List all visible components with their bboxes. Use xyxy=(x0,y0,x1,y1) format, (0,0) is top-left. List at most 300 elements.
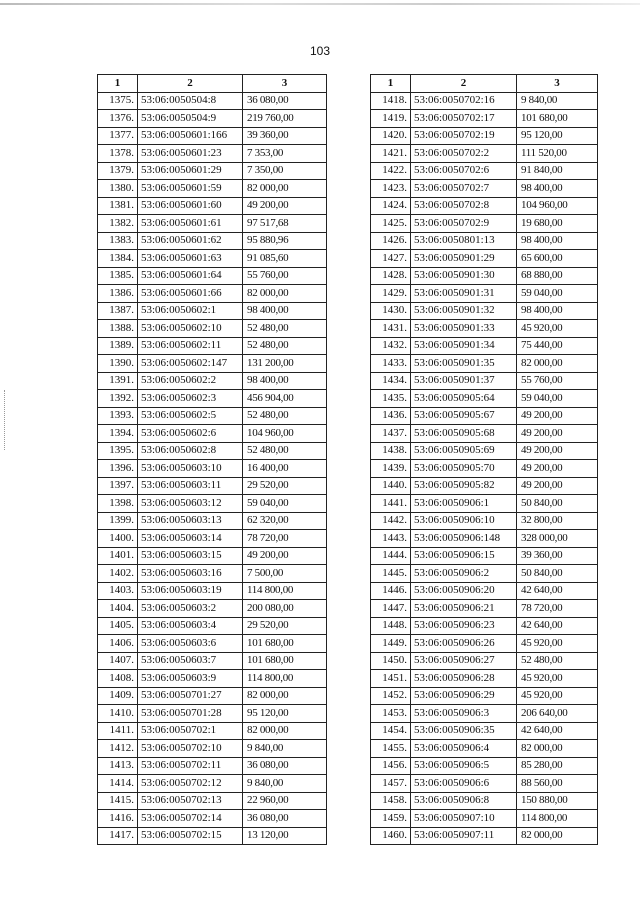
cadastral-value: 29 520,00 xyxy=(243,477,327,495)
cadastral-number: 53:06:0050601:66 xyxy=(138,285,243,303)
cadastral-value: 52 480,00 xyxy=(243,320,327,338)
table-row xyxy=(371,740,598,758)
cadastral-value: 97 517,68 xyxy=(243,215,327,233)
cadastral-number: 53:06:0050702:11 xyxy=(138,757,243,775)
row-number: 1460. xyxy=(371,827,411,845)
row-number: 1408. xyxy=(98,670,138,688)
cadastral-number: 53:06:0050905:68 xyxy=(411,425,517,443)
row-number: 1422. xyxy=(371,162,411,180)
table-row xyxy=(98,705,327,723)
cadastral-value: 114 800,00 xyxy=(243,670,327,688)
row-number: 1410. xyxy=(98,705,138,723)
table-row xyxy=(98,337,327,355)
cadastral-number: 53:06:0050702:10 xyxy=(138,740,243,758)
table-row xyxy=(98,372,327,390)
cadastral-value: 78 720,00 xyxy=(517,600,598,618)
cadastral-value: 9 840,00 xyxy=(517,92,598,110)
row-number: 1455. xyxy=(371,740,411,758)
table-row xyxy=(371,442,598,460)
table-row xyxy=(371,372,598,390)
cadastral-number: 53:06:0050603:14 xyxy=(138,530,243,548)
row-number: 1377. xyxy=(98,127,138,145)
cadastral-value: 206 640,00 xyxy=(517,705,598,723)
cadastral-number: 53:06:0050702:13 xyxy=(138,792,243,810)
table-row xyxy=(98,652,327,670)
cadastral-number: 53:06:0050906:1 xyxy=(411,495,517,513)
cadastral-value: 98 400,00 xyxy=(517,180,598,198)
cadastral-value: 82 000,00 xyxy=(243,285,327,303)
cadastral-value: 42 640,00 xyxy=(517,582,598,600)
table-row xyxy=(98,600,327,618)
row-number: 1384. xyxy=(98,250,138,268)
cadastral-number: 53:06:0050906:26 xyxy=(411,635,517,653)
row-number: 1458. xyxy=(371,792,411,810)
table-row xyxy=(371,775,598,793)
cadastral-value: 75 440,00 xyxy=(517,337,598,355)
cadastral-value: 95 120,00 xyxy=(243,705,327,723)
row-number: 1376. xyxy=(98,110,138,128)
cadastral-value: 200 080,00 xyxy=(243,600,327,618)
cadastral-number: 53:06:0050906:2 xyxy=(411,565,517,583)
cadastral-value: 49 200,00 xyxy=(517,460,598,478)
cadastral-number: 53:06:0050901:34 xyxy=(411,337,517,355)
cadastral-value: 45 920,00 xyxy=(517,635,598,653)
cadastral-value: 68 880,00 xyxy=(517,267,598,285)
row-number: 1397. xyxy=(98,477,138,495)
table-row xyxy=(98,810,327,828)
cadastral-value: 32 800,00 xyxy=(517,512,598,530)
row-number: 1389. xyxy=(98,337,138,355)
cadastral-value: 36 080,00 xyxy=(243,810,327,828)
cadastral-value: 49 200,00 xyxy=(243,547,327,565)
table-header-row xyxy=(371,75,598,93)
cadastral-value: 36 080,00 xyxy=(243,757,327,775)
row-number: 1428. xyxy=(371,267,411,285)
cadastral-number: 53:06:0050702:19 xyxy=(411,127,517,145)
row-number: 1390. xyxy=(98,355,138,373)
table-row xyxy=(98,582,327,600)
cadastral-value: 95 120,00 xyxy=(517,127,598,145)
table-row xyxy=(371,180,598,198)
cadastral-value: 16 400,00 xyxy=(243,460,327,478)
table-row xyxy=(98,232,327,250)
row-number: 1379. xyxy=(98,162,138,180)
cadastral-value: 82 000,00 xyxy=(243,180,327,198)
row-number: 1415. xyxy=(98,792,138,810)
cadastral-value: 49 200,00 xyxy=(243,197,327,215)
table-row xyxy=(371,617,598,635)
table-row xyxy=(371,722,598,740)
cadastral-value: 9 840,00 xyxy=(243,740,327,758)
cadastral-value: 49 200,00 xyxy=(517,442,598,460)
cadastral-number: 53:06:0050702:6 xyxy=(411,162,517,180)
cadastral-number: 53:06:0050601:63 xyxy=(138,250,243,268)
table-row xyxy=(98,127,327,145)
cadastral-number: 53:06:0050901:31 xyxy=(411,285,517,303)
row-number: 1375. xyxy=(98,92,138,110)
cadastral-value: 7 353,00 xyxy=(243,145,327,163)
cadastral-number: 53:06:0050504:8 xyxy=(138,92,243,110)
row-number: 1423. xyxy=(371,180,411,198)
cadastral-value: 7 500,00 xyxy=(243,565,327,583)
table-row xyxy=(98,530,327,548)
cadastral-number: 53:06:0050901:29 xyxy=(411,250,517,268)
cadastral-number: 53:06:0050907:11 xyxy=(411,827,517,845)
cadastral-value: 101 680,00 xyxy=(243,652,327,670)
row-number: 1436. xyxy=(371,407,411,425)
cadastral-number: 53:06:0050905:70 xyxy=(411,460,517,478)
cadastral-value: 91 085,60 xyxy=(243,250,327,268)
cadastral-value: 45 920,00 xyxy=(517,670,598,688)
cadastral-number: 53:06:0050905:69 xyxy=(411,442,517,460)
cadastral-value: 98 400,00 xyxy=(243,302,327,320)
cadastral-number: 53:06:0050601:29 xyxy=(138,162,243,180)
cadastral-number: 53:06:0050602:5 xyxy=(138,407,243,425)
table-row xyxy=(371,600,598,618)
row-number: 1424. xyxy=(371,197,411,215)
row-number: 1398. xyxy=(98,495,138,513)
cadastral-number: 53:06:0050702:14 xyxy=(138,810,243,828)
cadastral-value: 62 320,00 xyxy=(243,512,327,530)
cadastral-number: 53:06:0050603:7 xyxy=(138,652,243,670)
row-number: 1457. xyxy=(371,775,411,793)
table-row xyxy=(98,162,327,180)
row-number: 1400. xyxy=(98,530,138,548)
header-col-number: 1 xyxy=(371,75,411,93)
table-row xyxy=(98,757,327,775)
table-row xyxy=(371,810,598,828)
table-row xyxy=(98,722,327,740)
cadastral-value: 22 960,00 xyxy=(243,792,327,810)
cadastral-number: 53:06:0050906:15 xyxy=(411,547,517,565)
table-row xyxy=(98,110,327,128)
row-number: 1438. xyxy=(371,442,411,460)
table-row xyxy=(371,565,598,583)
cadastral-number: 53:06:0050602:3 xyxy=(138,390,243,408)
row-number: 1412. xyxy=(98,740,138,758)
cadastral-number: 53:06:0050906:29 xyxy=(411,687,517,705)
row-number: 1385. xyxy=(98,267,138,285)
header-col-cadastral: 2 xyxy=(138,75,243,93)
table-row xyxy=(98,425,327,443)
cadastral-number: 53:06:0050504:9 xyxy=(138,110,243,128)
cadastral-value: 39 360,00 xyxy=(243,127,327,145)
table-row xyxy=(371,530,598,548)
cadastral-number: 53:06:0050601:23 xyxy=(138,145,243,163)
cadastral-number: 53:06:0050906:148 xyxy=(411,530,517,548)
cadastral-value: 9 840,00 xyxy=(243,775,327,793)
table-row xyxy=(98,512,327,530)
row-number: 1407. xyxy=(98,652,138,670)
cadastral-number: 53:06:0050603:6 xyxy=(138,635,243,653)
row-number: 1396. xyxy=(98,460,138,478)
table-row xyxy=(98,827,327,845)
scan-edge-line xyxy=(0,3,640,5)
cadastral-value: 7 350,00 xyxy=(243,162,327,180)
cadastral-number: 53:06:0050901:35 xyxy=(411,355,517,373)
cadastral-number: 53:06:0050702:8 xyxy=(411,197,517,215)
cadastral-value: 98 400,00 xyxy=(517,232,598,250)
cadastral-number: 53:06:0050906:8 xyxy=(411,792,517,810)
row-number: 1453. xyxy=(371,705,411,723)
row-number: 1399. xyxy=(98,512,138,530)
row-number: 1416. xyxy=(98,810,138,828)
header-col-value: 3 xyxy=(243,75,327,93)
table-row xyxy=(371,792,598,810)
cadastral-number: 53:06:0050603:9 xyxy=(138,670,243,688)
row-number: 1444. xyxy=(371,547,411,565)
cadastral-value: 101 680,00 xyxy=(517,110,598,128)
row-number: 1431. xyxy=(371,320,411,338)
cadastral-number: 53:06:0050603:10 xyxy=(138,460,243,478)
row-number: 1451. xyxy=(371,670,411,688)
row-number: 1443. xyxy=(371,530,411,548)
row-number: 1437. xyxy=(371,425,411,443)
table-row xyxy=(98,792,327,810)
cadastral-value: 42 640,00 xyxy=(517,722,598,740)
table-row xyxy=(98,460,327,478)
cadastral-value: 114 800,00 xyxy=(243,582,327,600)
table-row xyxy=(371,495,598,513)
row-number: 1391. xyxy=(98,372,138,390)
cadastral-value: 59 040,00 xyxy=(243,495,327,513)
row-number: 1448. xyxy=(371,617,411,635)
table-row xyxy=(98,442,327,460)
row-number: 1417. xyxy=(98,827,138,845)
cadastral-number: 53:06:0050906:5 xyxy=(411,757,517,775)
row-number: 1419. xyxy=(371,110,411,128)
table-row xyxy=(371,547,598,565)
cadastral-value: 98 400,00 xyxy=(517,302,598,320)
table-row xyxy=(371,355,598,373)
cadastral-number: 53:06:0050906:4 xyxy=(411,740,517,758)
cadastral-number: 53:06:0050603:12 xyxy=(138,495,243,513)
row-number: 1388. xyxy=(98,320,138,338)
row-number: 1387. xyxy=(98,302,138,320)
table-row xyxy=(98,250,327,268)
cadastral-number: 53:06:0050602:147 xyxy=(138,355,243,373)
row-number: 1426. xyxy=(371,232,411,250)
cadastral-number: 53:06:0050907:10 xyxy=(411,810,517,828)
cadastral-number: 53:06:0050603:11 xyxy=(138,477,243,495)
cadastral-number: 53:06:0050906:27 xyxy=(411,652,517,670)
row-number: 1449. xyxy=(371,635,411,653)
table-row xyxy=(98,565,327,583)
cadastral-number: 53:06:0050602:11 xyxy=(138,337,243,355)
table-row xyxy=(371,302,598,320)
binding-marks xyxy=(4,390,7,450)
cadastral-value: 39 360,00 xyxy=(517,547,598,565)
cadastral-number: 53:06:0050702:1 xyxy=(138,722,243,740)
table-row xyxy=(98,180,327,198)
table-row xyxy=(98,775,327,793)
row-number: 1414. xyxy=(98,775,138,793)
table-row xyxy=(371,407,598,425)
cadastral-value: 82 000,00 xyxy=(517,827,598,845)
row-number: 1406. xyxy=(98,635,138,653)
cadastral-value: 328 000,00 xyxy=(517,530,598,548)
cadastral-number: 53:06:0050701:28 xyxy=(138,705,243,723)
table-row xyxy=(371,582,598,600)
cadastral-value: 49 200,00 xyxy=(517,425,598,443)
table-row xyxy=(371,110,598,128)
cadastral-number: 53:06:0050901:33 xyxy=(411,320,517,338)
cadastral-number: 53:06:0050701:27 xyxy=(138,687,243,705)
table-row xyxy=(98,320,327,338)
cadastral-number: 53:06:0050906:35 xyxy=(411,722,517,740)
table-row xyxy=(371,127,598,145)
left-register-table xyxy=(97,74,327,845)
cadastral-value: 52 480,00 xyxy=(517,652,598,670)
table-row xyxy=(371,687,598,705)
row-number: 1394. xyxy=(98,425,138,443)
table-row xyxy=(98,687,327,705)
row-number: 1378. xyxy=(98,145,138,163)
cadastral-number: 53:06:0050906:23 xyxy=(411,617,517,635)
cadastral-value: 59 040,00 xyxy=(517,390,598,408)
cadastral-number: 53:06:0050901:30 xyxy=(411,267,517,285)
table-row xyxy=(98,407,327,425)
row-number: 1442. xyxy=(371,512,411,530)
table-row xyxy=(98,302,327,320)
table-row xyxy=(98,740,327,758)
cadastral-number: 53:06:0050603:15 xyxy=(138,547,243,565)
cadastral-number: 53:06:0050702:15 xyxy=(138,827,243,845)
cadastral-number: 53:06:0050905:82 xyxy=(411,477,517,495)
cadastral-number: 53:06:0050906:6 xyxy=(411,775,517,793)
table-row xyxy=(98,477,327,495)
cadastral-value: 219 760,00 xyxy=(243,110,327,128)
cadastral-value: 456 904,00 xyxy=(243,390,327,408)
cadastral-number: 53:06:0050603:4 xyxy=(138,617,243,635)
cadastral-number: 53:06:0050906:10 xyxy=(411,512,517,530)
cadastral-value: 82 000,00 xyxy=(517,740,598,758)
row-number: 1421. xyxy=(371,145,411,163)
cadastral-value: 82 000,00 xyxy=(243,687,327,705)
row-number: 1459. xyxy=(371,810,411,828)
left-table-body xyxy=(98,92,327,845)
cadastral-value: 82 000,00 xyxy=(517,355,598,373)
header-col-cadastral: 2 xyxy=(411,75,517,93)
cadastral-value: 104 960,00 xyxy=(517,197,598,215)
cadastral-value: 95 880,96 xyxy=(243,232,327,250)
cadastral-value: 131 200,00 xyxy=(243,355,327,373)
cadastral-number: 53:06:0050602:8 xyxy=(138,442,243,460)
cadastral-value: 78 720,00 xyxy=(243,530,327,548)
table-row xyxy=(371,197,598,215)
cadastral-number: 53:06:0050906:3 xyxy=(411,705,517,723)
table-header-row xyxy=(98,75,327,93)
cadastral-number: 53:06:0050602:1 xyxy=(138,302,243,320)
header-col-value: 3 xyxy=(517,75,598,93)
cadastral-number: 53:06:0050702:7 xyxy=(411,180,517,198)
table-row xyxy=(371,145,598,163)
table-row xyxy=(98,495,327,513)
cadastral-value: 45 920,00 xyxy=(517,687,598,705)
table-row xyxy=(371,337,598,355)
table-row xyxy=(371,757,598,775)
table-row xyxy=(371,267,598,285)
row-number: 1456. xyxy=(371,757,411,775)
table-row xyxy=(371,320,598,338)
cadastral-number: 53:06:0050601:61 xyxy=(138,215,243,233)
cadastral-value: 104 960,00 xyxy=(243,425,327,443)
row-number: 1440. xyxy=(371,477,411,495)
cadastral-number: 53:06:0050801:13 xyxy=(411,232,517,250)
row-number: 1439. xyxy=(371,460,411,478)
row-number: 1429. xyxy=(371,285,411,303)
cadastral-number: 53:06:0050702:9 xyxy=(411,215,517,233)
table-row xyxy=(371,705,598,723)
cadastral-number: 53:06:0050602:10 xyxy=(138,320,243,338)
cadastral-value: 98 400,00 xyxy=(243,372,327,390)
page-number: 103 xyxy=(309,44,331,58)
table-row xyxy=(98,547,327,565)
right-table-body xyxy=(371,92,598,845)
cadastral-number: 53:06:0050603:16 xyxy=(138,565,243,583)
row-number: 1381. xyxy=(98,197,138,215)
row-number: 1405. xyxy=(98,617,138,635)
table-row xyxy=(371,670,598,688)
table-row xyxy=(371,250,598,268)
cadastral-value: 52 480,00 xyxy=(243,407,327,425)
cadastral-value: 82 000,00 xyxy=(243,722,327,740)
cadastral-number: 53:06:0050702:12 xyxy=(138,775,243,793)
right-register-table xyxy=(370,74,598,845)
table-row xyxy=(371,635,598,653)
table-row xyxy=(371,162,598,180)
cadastral-value: 49 200,00 xyxy=(517,407,598,425)
table-row xyxy=(98,670,327,688)
table-row xyxy=(371,285,598,303)
row-number: 1382. xyxy=(98,215,138,233)
row-number: 1403. xyxy=(98,582,138,600)
cadastral-number: 53:06:0050601:64 xyxy=(138,267,243,285)
cadastral-value: 55 760,00 xyxy=(243,267,327,285)
row-number: 1447. xyxy=(371,600,411,618)
cadastral-value: 19 680,00 xyxy=(517,215,598,233)
cadastral-number: 53:06:0050601:166 xyxy=(138,127,243,145)
cadastral-number: 53:06:0050601:62 xyxy=(138,232,243,250)
table-row xyxy=(371,477,598,495)
cadastral-value: 36 080,00 xyxy=(243,92,327,110)
cadastral-value: 101 680,00 xyxy=(243,635,327,653)
cadastral-number: 53:06:0050702:2 xyxy=(411,145,517,163)
row-number: 1430. xyxy=(371,302,411,320)
cadastral-number: 53:06:0050906:28 xyxy=(411,670,517,688)
cadastral-value: 91 840,00 xyxy=(517,162,598,180)
cadastral-value: 150 880,00 xyxy=(517,792,598,810)
cadastral-value: 50 840,00 xyxy=(517,565,598,583)
table-row xyxy=(98,355,327,373)
row-number: 1434. xyxy=(371,372,411,390)
table-row xyxy=(371,827,598,845)
row-number: 1452. xyxy=(371,687,411,705)
header-col-number: 1 xyxy=(98,75,138,93)
cadastral-value: 52 480,00 xyxy=(243,337,327,355)
row-number: 1425. xyxy=(371,215,411,233)
cadastral-number: 53:06:0050603:19 xyxy=(138,582,243,600)
table-row xyxy=(98,617,327,635)
row-number: 1411. xyxy=(98,722,138,740)
row-number: 1418. xyxy=(371,92,411,110)
cadastral-value: 65 600,00 xyxy=(517,250,598,268)
row-number: 1433. xyxy=(371,355,411,373)
cadastral-number: 53:06:0050905:67 xyxy=(411,407,517,425)
row-number: 1445. xyxy=(371,565,411,583)
table-row xyxy=(371,390,598,408)
cadastral-value: 111 520,00 xyxy=(517,145,598,163)
